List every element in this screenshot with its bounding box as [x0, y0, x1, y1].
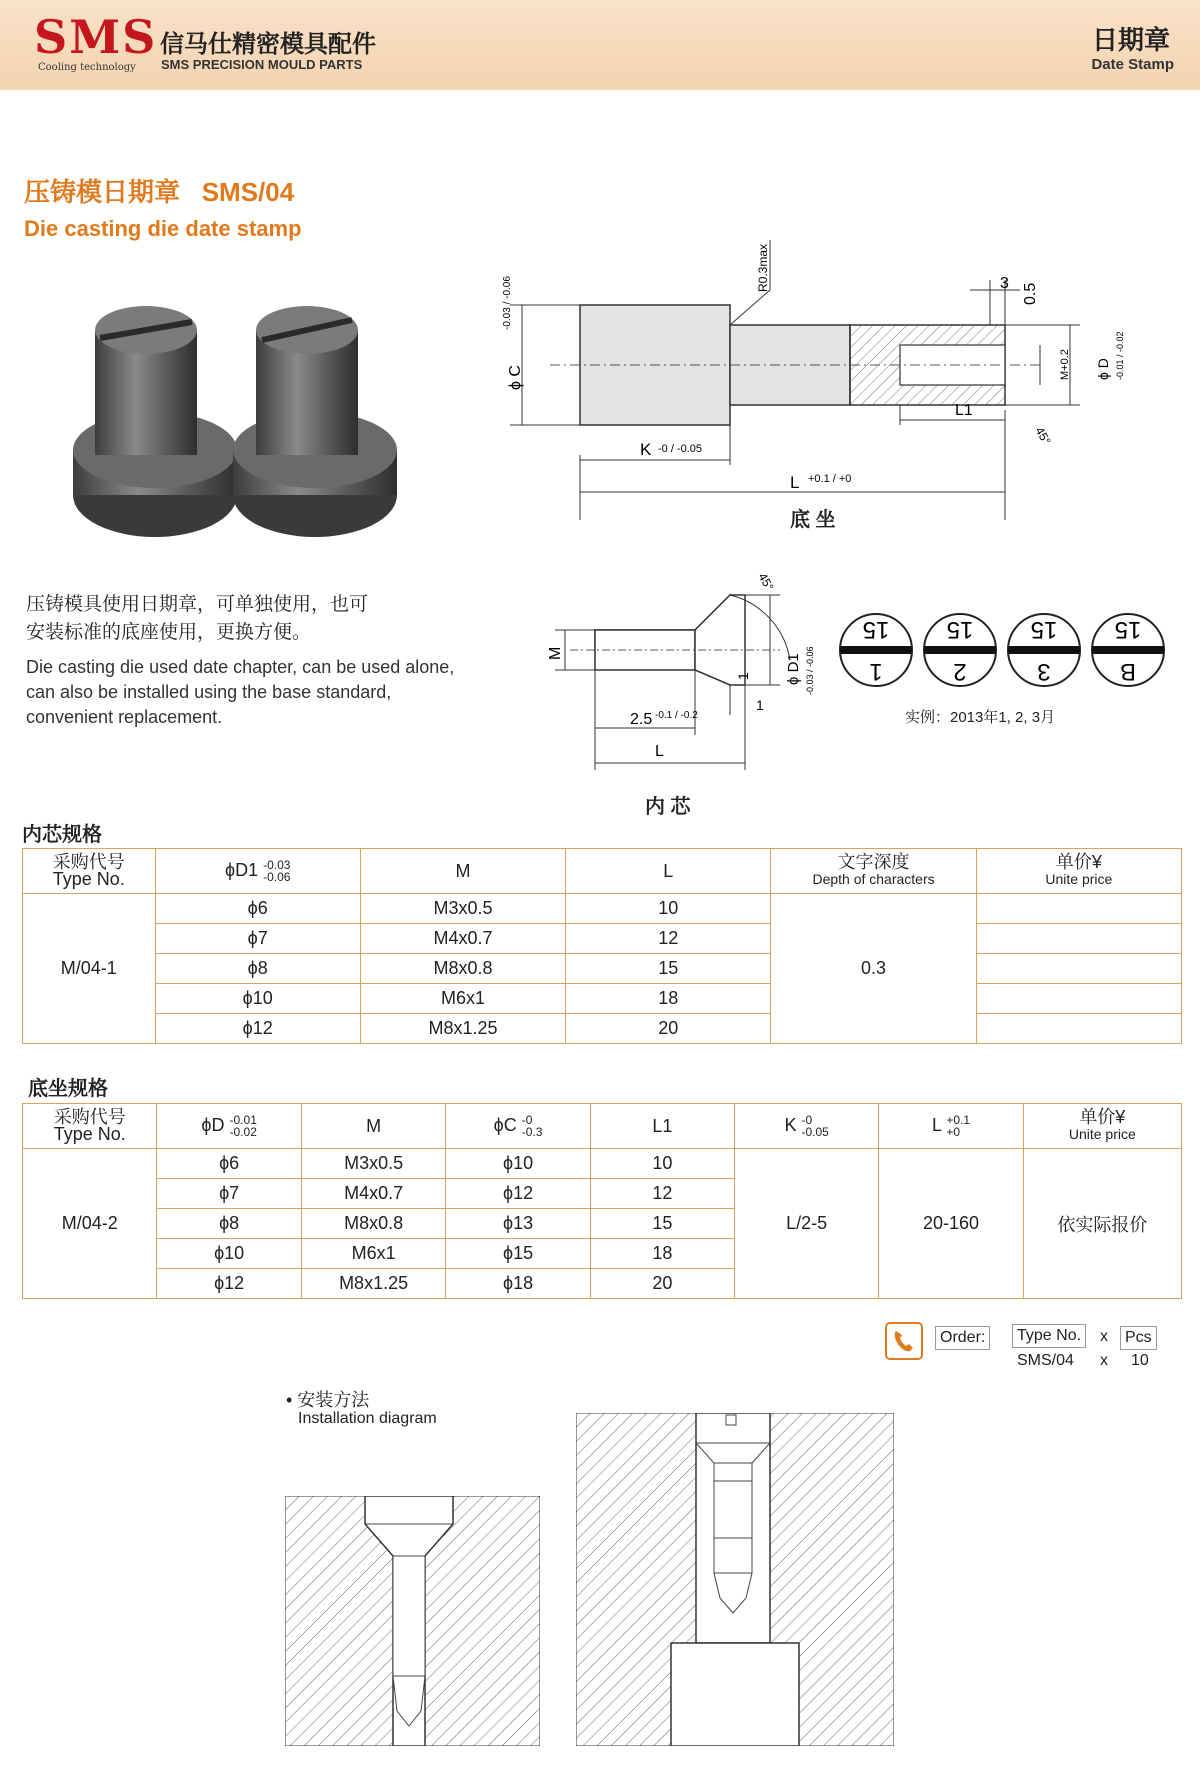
order-example: Order: Type No. x Pcs SMS/04 x 10 — [885, 1322, 1185, 1372]
category-title-cn: 日期章 — [1091, 25, 1170, 55]
table-row: ϕ12 M8x1.25 ϕ18 20 — [23, 1269, 1182, 1299]
phone-icon — [885, 1322, 923, 1360]
base-drawing — [480, 220, 1140, 540]
svg-text:-0.01 / -0.02: -0.01 / -0.02 — [1115, 331, 1125, 380]
svg-text:45°: 45° — [1032, 424, 1054, 448]
svg-text:-0.03 / -0.06: -0.03 / -0.06 — [502, 276, 513, 330]
sms-logo: SMS Cooling technology — [34, 10, 158, 73]
table-row: ϕ8 M8x0.8 15 — [23, 954, 1182, 984]
table-row: M/04-1 ϕ6 M3x0.5 10 0.3 — [23, 894, 1182, 924]
stamp-face-1 — [840, 614, 912, 686]
svg-text:ϕ D: ϕ D — [1095, 358, 1111, 380]
col-d: ϕD -0.01 -0.02 — [157, 1104, 301, 1149]
svg-text:M+0.2: M+0.2 — [1059, 349, 1071, 380]
svg-text:0.5: 0.5 — [1022, 282, 1039, 305]
install-title: • 安装方法 — [286, 1390, 370, 1410]
table-header-row — [23, 1104, 1182, 1149]
page-header — [0, 0, 1200, 90]
svg-text:15: 15 — [946, 616, 974, 643]
description-cn-line1: 压铸模具使用日期章，可单独使用，也可 — [26, 594, 369, 615]
col-c: ϕC -0 -0.3 — [446, 1104, 590, 1149]
stamp-face-3 — [1008, 614, 1080, 686]
svg-text:1: 1 — [869, 658, 883, 685]
brand-name-en: SMS PRECISION MOULD PARTS — [161, 57, 363, 72]
stamp-face-2 — [924, 614, 996, 686]
stamp-example: 实例：2013年1, 2, 3月 — [905, 709, 1056, 726]
table-row: ϕ7 M4x0.7 ϕ12 12 — [23, 1179, 1182, 1209]
svg-text:B: B — [1119, 658, 1137, 685]
svg-text:3: 3 — [1000, 275, 1009, 292]
col-price: 单价¥ Unite price — [976, 849, 1181, 894]
install-title-en: Installation diagram — [298, 1410, 437, 1427]
col-m: M — [301, 1104, 446, 1149]
svg-text:-0 / -0.05: -0 / -0.05 — [658, 443, 703, 455]
svg-text:15: 15 — [1030, 616, 1058, 643]
table-header-row — [23, 849, 1182, 894]
product-title: 压铸模日期章 SMS/04 — [24, 177, 295, 207]
core-drawing-caption: 内 芯 — [645, 796, 691, 818]
col-price: 单价¥ Unite price — [1023, 1104, 1181, 1149]
core-spec-table — [22, 848, 1182, 1044]
stamp-faces — [838, 612, 1178, 692]
svg-text:15: 15 — [1114, 616, 1142, 643]
install-diagram-1 — [285, 1496, 540, 1746]
svg-text:15: 15 — [862, 616, 890, 643]
table-row: ϕ10 M6x1 18 — [23, 984, 1182, 1014]
table-row: M/04-2 ϕ6 M3x0.5 ϕ10 10 L/2-5 20-160 依实际报价 — [23, 1149, 1182, 1179]
col-m: M — [360, 849, 565, 894]
svg-text:3: 3 — [1037, 658, 1051, 685]
svg-text:2.5: 2.5 — [630, 711, 653, 728]
description-en: Die casting die used date chapter, can be used alone, can also be installed using the base standard, convenient replacement. — [26, 657, 455, 727]
col-l1: L1 — [590, 1104, 734, 1149]
brand-name-cn: 信马仕精密模具配件 — [160, 31, 376, 58]
table-row: ϕ10 M6x1 ϕ15 18 — [23, 1239, 1182, 1269]
svg-text:R0.3max: R0.3max — [756, 243, 770, 292]
svg-text:ϕ C: ϕ C — [507, 365, 524, 390]
svg-text:2: 2 — [953, 658, 967, 685]
svg-text:-0.03 / -0.06: -0.03 / -0.06 — [805, 646, 815, 695]
svg-text:L: L — [655, 743, 664, 760]
core-drawing — [530, 550, 830, 780]
base-spec-table — [22, 1103, 1182, 1299]
table-row: ϕ7 M4x0.7 12 — [23, 924, 1182, 954]
product-title-en: Die casting die date stamp — [24, 216, 302, 241]
table-row: ϕ8 M8x0.8 ϕ13 15 — [23, 1209, 1182, 1239]
col-depth: 文字深度 Depth of characters — [771, 849, 976, 894]
table-row: ϕ12 M8x1.25 20 — [23, 1014, 1182, 1044]
svg-text:1: 1 — [756, 697, 764, 713]
base-drawing-caption: 底 坐 — [790, 509, 836, 531]
svg-text:45°: 45° — [755, 570, 777, 594]
svg-text:L1: L1 — [955, 402, 973, 419]
product-photo — [70, 300, 400, 550]
svg-text:-0.1 / -0.2: -0.1 / -0.2 — [655, 710, 698, 721]
stamp-face-4 — [1092, 614, 1164, 686]
svg-text:1: 1 — [735, 672, 751, 680]
svg-text:M: M — [547, 646, 564, 660]
install-diagram-2 — [576, 1413, 894, 1746]
col-l: L — [566, 849, 771, 894]
core-spec-heading: 内芯规格 — [22, 824, 102, 846]
svg-text:+0.1 / +0: +0.1 / +0 — [808, 473, 852, 485]
col-type: 采购代号 Type No. — [23, 1104, 157, 1149]
svg-text:ϕ D1: ϕ D1 — [785, 653, 802, 685]
col-d1: ϕD1 -0.03 -0.06 — [155, 849, 360, 894]
col-type: 采购代号 Type No. — [23, 849, 156, 894]
svg-text:L: L — [790, 473, 800, 492]
svg-text:K: K — [640, 440, 652, 459]
col-k: K -0 -0.05 — [734, 1104, 878, 1149]
category-title-en: Date Stamp — [1091, 56, 1174, 73]
col-l: L +0.1 +0 — [879, 1104, 1023, 1149]
base-spec-heading: 底坐规格 — [28, 1078, 108, 1100]
description-cn-line2: 安装标准的底座使用，更换方便。 — [26, 622, 312, 643]
